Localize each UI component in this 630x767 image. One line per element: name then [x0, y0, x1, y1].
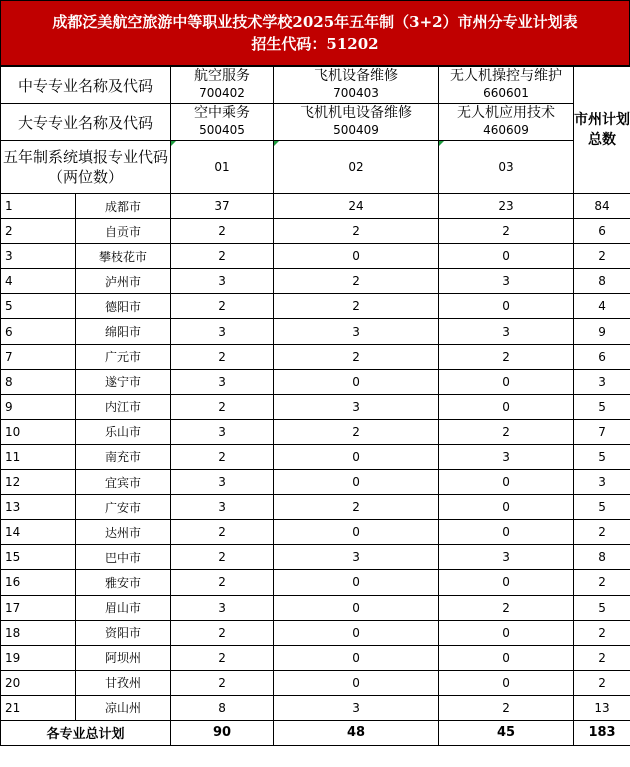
city-total: 2 — [574, 570, 630, 595]
program-2-quota: 2 — [274, 344, 439, 369]
city-total: 3 — [574, 369, 630, 394]
program-2-quota: 0 — [274, 620, 439, 645]
program-3-quota: 0 — [439, 394, 574, 419]
program-2-quota: 2 — [274, 219, 439, 244]
table-row — [1, 520, 630, 545]
program-1-quota: 2 — [171, 570, 274, 595]
program-2-fill-code-text: 02 — [348, 160, 364, 174]
program-2-quota: 3 — [274, 319, 439, 344]
fill-code-label: 五年制系统填报专业代码（两位数） — [1, 141, 171, 194]
program-1-quota: 3 — [171, 595, 274, 620]
program-3-quota: 2 — [439, 344, 574, 369]
program-1-quota: 8 — [171, 695, 274, 720]
city-name: 遂宁市 — [76, 369, 171, 394]
row-index: 8 — [1, 369, 76, 394]
program-1-dz — [171, 104, 274, 141]
program-3-quota: 0 — [439, 470, 574, 495]
program-2-quota: 3 — [274, 394, 439, 419]
program-2-quota: 3 — [274, 545, 439, 570]
city-total: 13 — [574, 695, 630, 720]
city-name: 乐山市 — [76, 419, 171, 444]
program-1-quota: 2 — [171, 244, 274, 269]
program-3-quota: 0 — [439, 244, 574, 269]
program-1-quota: 37 — [171, 194, 274, 219]
row-index: 4 — [1, 269, 76, 294]
comment-marker-icon — [439, 141, 444, 146]
row-index: 10 — [1, 419, 76, 444]
program-2-quota: 0 — [274, 444, 439, 469]
table-row — [1, 194, 630, 219]
program-2-dz — [274, 104, 439, 141]
program-2-quota: 0 — [274, 595, 439, 620]
program-3-dz-name: 无人机应用技术 — [457, 105, 556, 121]
row-index: 20 — [1, 670, 76, 695]
program-2-dz-name: 飞机机电设备维修 — [300, 105, 413, 121]
city-total: 2 — [574, 244, 630, 269]
program-3-quota: 0 — [439, 495, 574, 520]
table-row — [1, 470, 630, 495]
program-1-quota: 2 — [171, 444, 274, 469]
city-total: 2 — [574, 620, 630, 645]
program-2-quota: 0 — [274, 244, 439, 269]
row-index: 15 — [1, 545, 76, 570]
program-2-quota: 0 — [274, 570, 439, 595]
program-3-quota: 3 — [439, 269, 574, 294]
program-3-quota: 2 — [439, 595, 574, 620]
program-1-fill-code — [171, 141, 274, 194]
row-index: 7 — [1, 344, 76, 369]
program-3-fill-code-text: 03 — [498, 160, 514, 174]
program-1-dz-code: 500405 — [199, 123, 245, 137]
program-3-quota: 0 — [439, 645, 574, 670]
city-total: 5 — [574, 394, 630, 419]
table-row — [1, 620, 630, 645]
plan-table — [0, 66, 630, 746]
city-total: 84 — [574, 194, 630, 219]
program-1-quota: 2 — [171, 545, 274, 570]
totals-row — [1, 720, 630, 745]
program-3-fill-code — [439, 141, 574, 194]
table-row — [1, 495, 630, 520]
city-name: 阿坝州 — [76, 645, 171, 670]
program-3-quota: 3 — [439, 319, 574, 344]
program-2-quota: 0 — [274, 670, 439, 695]
comment-marker-icon — [274, 141, 279, 146]
program-1-quota: 2 — [171, 219, 274, 244]
city-name: 攀枝花市 — [76, 244, 171, 269]
program-3-quota: 0 — [439, 294, 574, 319]
row-index: 14 — [1, 520, 76, 545]
header-row-dazhuan — [1, 104, 630, 141]
table-row — [1, 670, 630, 695]
table-row — [1, 570, 630, 595]
program-3-zz-name: 无人机操控与维护 — [450, 68, 563, 84]
city-total: 5 — [574, 495, 630, 520]
table-row — [1, 294, 630, 319]
program-1-quota: 3 — [171, 470, 274, 495]
city-total-header: 市州计划总数 — [574, 67, 630, 194]
program-1-quota: 2 — [171, 670, 274, 695]
row-index: 12 — [1, 470, 76, 495]
program-3-quota: 3 — [439, 545, 574, 570]
program-3-dz — [439, 104, 574, 141]
program-2-quota: 0 — [274, 369, 439, 394]
program-1-zz-name: 航空服务 — [194, 68, 251, 84]
program-2-quota: 0 — [274, 520, 439, 545]
table-row — [1, 244, 630, 269]
program-3-quota: 3 — [439, 444, 574, 469]
zhongzhuan-label: 中专专业名称及代码 — [1, 67, 171, 104]
program-3-zz-code: 660601 — [483, 86, 529, 100]
city-name: 广安市 — [76, 495, 171, 520]
city-name: 巴中市 — [76, 545, 171, 570]
comment-marker-icon — [171, 141, 176, 146]
row-index: 11 — [1, 444, 76, 469]
city-name: 自贡市 — [76, 219, 171, 244]
city-total: 9 — [574, 319, 630, 344]
program-2-zz-name: 飞机设备维修 — [314, 68, 399, 84]
row-index: 19 — [1, 645, 76, 670]
program-2-fill-code — [274, 141, 439, 194]
row-index: 3 — [1, 244, 76, 269]
table-row — [1, 645, 630, 670]
program-2-quota: 24 — [274, 194, 439, 219]
city-name: 眉山市 — [76, 595, 171, 620]
program-2-quota: 2 — [274, 294, 439, 319]
city-total: 7 — [574, 419, 630, 444]
program-3-quota: 0 — [439, 670, 574, 695]
program-1-quota: 2 — [171, 344, 274, 369]
row-index: 2 — [1, 219, 76, 244]
table-row — [1, 369, 630, 394]
table-row — [1, 545, 630, 570]
city-name: 德阳市 — [76, 294, 171, 319]
city-name: 内江市 — [76, 394, 171, 419]
grand-total: 183 — [574, 720, 630, 745]
program-1-quota: 2 — [171, 645, 274, 670]
program-2-dz-code: 500409 — [333, 123, 379, 137]
row-index: 16 — [1, 570, 76, 595]
header-row-fill-code — [1, 141, 630, 194]
city-name: 南充市 — [76, 444, 171, 469]
city-total: 8 — [574, 545, 630, 570]
program-1-quota: 2 — [171, 520, 274, 545]
table-row — [1, 595, 630, 620]
program-3-quota: 2 — [439, 695, 574, 720]
city-total: 4 — [574, 294, 630, 319]
program-1-quota: 2 — [171, 294, 274, 319]
program-1-quota: 3 — [171, 269, 274, 294]
city-total: 3 — [574, 470, 630, 495]
program-2-quota: 2 — [274, 269, 439, 294]
table-row — [1, 269, 630, 294]
city-name: 凉山州 — [76, 695, 171, 720]
city-total: 6 — [574, 344, 630, 369]
row-index: 18 — [1, 620, 76, 645]
city-total: 5 — [574, 444, 630, 469]
program-1-zz — [171, 67, 274, 104]
program-1-fill-code-text: 01 — [214, 160, 230, 174]
header-row-zhongzhuan — [1, 67, 630, 104]
row-index: 9 — [1, 394, 76, 419]
program-3-quota: 2 — [439, 419, 574, 444]
city-total: 2 — [574, 670, 630, 695]
program-1-quota: 3 — [171, 419, 274, 444]
table-row — [1, 219, 630, 244]
program-1-quota: 3 — [171, 369, 274, 394]
program-1-quota: 2 — [171, 394, 274, 419]
city-name: 成都市 — [76, 194, 171, 219]
table-row — [1, 419, 630, 444]
city-name: 泸州市 — [76, 269, 171, 294]
city-name: 绵阳市 — [76, 319, 171, 344]
dazhuan-label: 大专专业名称及代码 — [1, 104, 171, 141]
row-index: 1 — [1, 194, 76, 219]
program-3-zz — [439, 67, 574, 104]
city-name: 达州市 — [76, 520, 171, 545]
program-3-quota: 23 — [439, 194, 574, 219]
city-total: 5 — [574, 595, 630, 620]
row-index: 13 — [1, 495, 76, 520]
program-2-quota: 0 — [274, 645, 439, 670]
table-row — [1, 319, 630, 344]
table-row — [1, 444, 630, 469]
program-3-total: 45 — [439, 720, 574, 745]
program-2-zz — [274, 67, 439, 104]
row-index: 21 — [1, 695, 76, 720]
program-2-quota: 3 — [274, 695, 439, 720]
program-1-quota: 3 — [171, 495, 274, 520]
program-3-quota: 0 — [439, 520, 574, 545]
program-3-dz-code: 460609 — [483, 123, 529, 137]
city-total: 2 — [574, 520, 630, 545]
title-line-2: 招生代码：51202 — [251, 35, 379, 53]
title-line-1: 成都泛美航空旅游中等职业技术学校2025年五年制（3+2）市州分专业计划表 — [52, 13, 578, 31]
row-index: 17 — [1, 595, 76, 620]
program-1-quota: 2 — [171, 620, 274, 645]
row-index: 5 — [1, 294, 76, 319]
program-2-total: 48 — [274, 720, 439, 745]
table-row — [1, 394, 630, 419]
program-1-dz-name: 空中乘务 — [194, 105, 251, 121]
program-2-quota: 2 — [274, 419, 439, 444]
city-name: 资阳市 — [76, 620, 171, 645]
program-1-quota: 3 — [171, 319, 274, 344]
row-index: 6 — [1, 319, 76, 344]
program-2-zz-code: 700403 — [333, 86, 379, 100]
program-3-quota: 0 — [439, 570, 574, 595]
program-1-total: 90 — [171, 720, 274, 745]
title-banner — [0, 0, 630, 66]
program-1-zz-code: 700402 — [199, 86, 245, 100]
program-3-quota: 0 — [439, 620, 574, 645]
totals-label: 各专业总计划 — [1, 720, 171, 745]
table-row — [1, 695, 630, 720]
city-name: 雅安市 — [76, 570, 171, 595]
city-total: 2 — [574, 645, 630, 670]
program-2-quota: 0 — [274, 470, 439, 495]
city-name: 广元市 — [76, 344, 171, 369]
program-3-quota: 2 — [439, 219, 574, 244]
city-total: 8 — [574, 269, 630, 294]
city-name: 甘孜州 — [76, 670, 171, 695]
program-2-quota: 2 — [274, 495, 439, 520]
city-name: 宜宾市 — [76, 470, 171, 495]
city-total: 6 — [574, 219, 630, 244]
table-row — [1, 344, 630, 369]
program-3-quota: 0 — [439, 369, 574, 394]
